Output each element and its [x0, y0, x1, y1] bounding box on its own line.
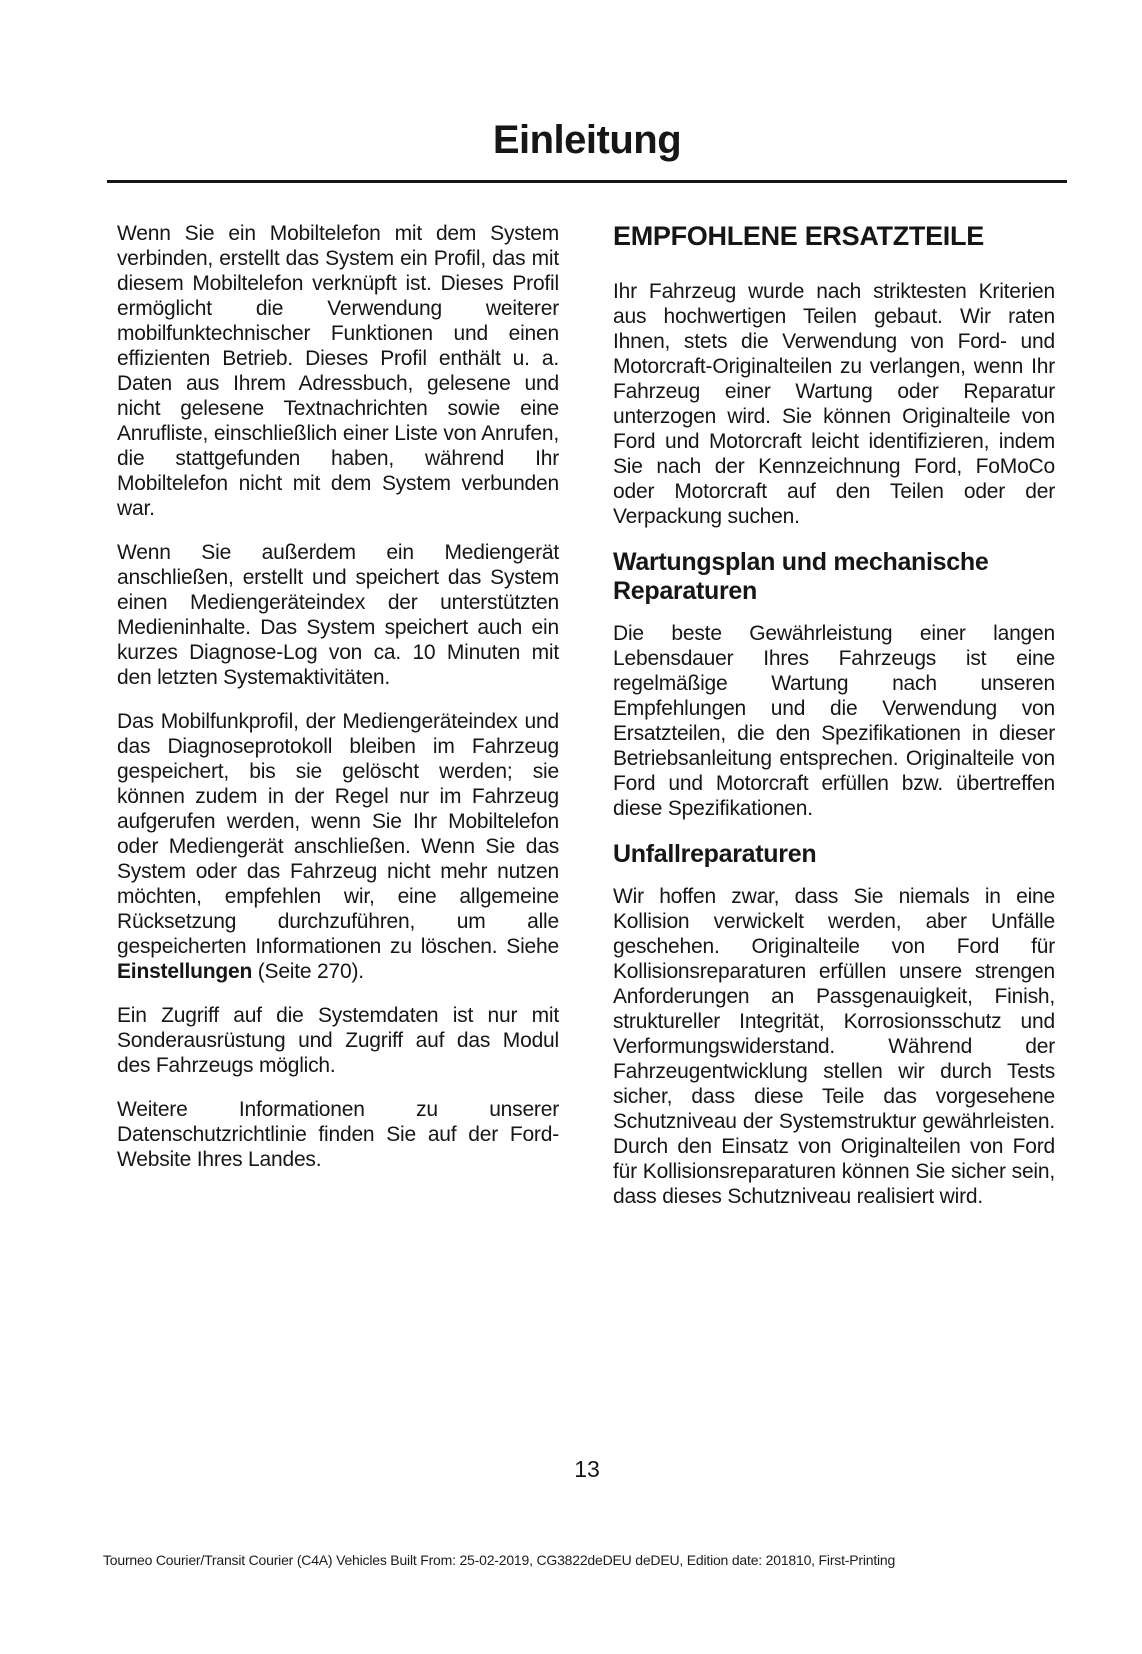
paragraph-privacy-info: Weitere Informationen zu unserer Datenschutzrichtlinie finden Sie auf der Ford-Website Ihres Landes. [117, 1098, 559, 1171]
subheading-maintenance-repairs: Wartungsplan und mechanische Reparaturen [613, 548, 989, 605]
left-column [117, 221, 559, 1209]
paragraph-stored-data [117, 709, 559, 984]
section-heading-recommended-parts: EMPFOHLENE ERSATZTEILE [613, 221, 984, 251]
paragraph-collision: Wir hoffen zwar, dass Sie niemals in eine Kollision verwickelt werden, aber Unfälle geschehen. Originalteile von Ford für Kollisionsreparaturen erfüllen unsere strengen Anforderungen an Passgenauigkeit, Finish, struktureller Integrität, Korrosionsschutz und Verformungswiderstand. Während der Fahrzeugentwicklung stellen wir durch Tests sicher, dass diese Teile das vorgesehene Schutzniveau der Systemstruktur gewährleisten. Durch den Einsatz von Originalteilen von Ford für Kollisionsreparaturen können Sie sicher sein, dass dieses Schutzniveau realisiert wird. [613, 885, 1055, 1208]
paragraph-maintenance: Die beste Gewährleistung einer langen Lebensdauer Ihres Fahrzeugs ist eine regelmäßige Wartung nach unseren Empfehlungen und die Verwendung von Ersatzteilen, die den Spezifikationen in dieser Betriebsanleitung entsprechen. Originalteile von Ford und Motorcraft erfüllen bzw. übertreffen diese Spezifikationen. [613, 622, 1055, 820]
subheading-collision-repairs: Unfallreparaturen [613, 840, 817, 868]
content-columns [117, 221, 1055, 1209]
paragraph-system-access: Ein Zugriff auf die Systemdaten ist nur mit Sonderausrüstung und Zugriff auf das Modul des Fahrzeugs möglich. [117, 1004, 559, 1077]
paragraph-media-index: Wenn Sie außerdem ein Mediengerät anschließen, erstellt und speichert das System einen Mediengeräteindex der unterstützten Medieninhalte. Das System speichert auch ein kurzes Diagnose-Log von ca. 10 Minuten mit den letzten Systemaktivitäten. [117, 541, 559, 689]
paragraph-original-parts: Ihr Fahrzeug wurde nach striktesten Kriterien aus hochwertigen Teilen gebaut. Wir raten Ihnen, stets die Verwendung von Ford- und Motorcraft-Originalteilen zu verlangen, wenn Ihr Fahrzeug einer Wartung oder Reparatur unterzogen wird. Sie können Originalteile von Ford und Motorcraft leicht identifizieren, indem Sie nach der Kennzeichnung Ford, FoMoCo oder Motorcraft auf den Teilen oder der Verpackung suchen. [613, 280, 1055, 528]
page-title: Einleitung [492, 118, 682, 162]
paragraph-phone-profile: Wenn Sie ein Mobiltelefon mit dem System verbinden, erstellt das System ein Profil, das mit diesem Mobiltelefon verknüpft ist. Dieses Profil ermöglicht die Verwendung weiterer mobilfunktechnischer Funktionen und einen effizienten Betrieb. Dieses Profil enthält u. a. Daten aus Ihrem Adressbuch, gelesene und nicht gelesene Textnachrichten sowie eine Anrufliste, einschließlich einer Liste von Anrufen, die stattgefunden haben, während Ihr Mobiltelefon nicht mit dem System verbunden war. [117, 222, 559, 520]
page-number: 13 [574, 1456, 600, 1482]
title-divider [107, 180, 1067, 183]
paragraph-stored-data-text: Das Mobilfunkprofil, der Mediengeräteindex und das Diagnoseprotokoll bleiben im Fahrzeug gespeichert, bis sie gelöscht werden; sie können zudem in der Regel nur im Fahrzeug aufgerufen werden, wenn Sie Ihr Mobiltelefon oder Mediengerät anschließen. Wenn Sie das System oder das Fahrzeug nicht mehr nutzen möchten, empfehlen wir, eine allgemeine Rücksetzung durchzuführen, um alle gespeicherten Informationen zu löschen. Siehe [117, 710, 559, 958]
settings-reference-page: (Seite 270). [252, 960, 364, 983]
right-column [613, 221, 1055, 1209]
footer-edition-info: Tourneo Courier/Transit Courier (C4A) Vehicles Built From: 25-02-2019, CG3822deDEU deDEU, Edition date: 201810, First-Printing [103, 1552, 896, 1568]
settings-reference-bold: Einstellungen [117, 960, 253, 983]
